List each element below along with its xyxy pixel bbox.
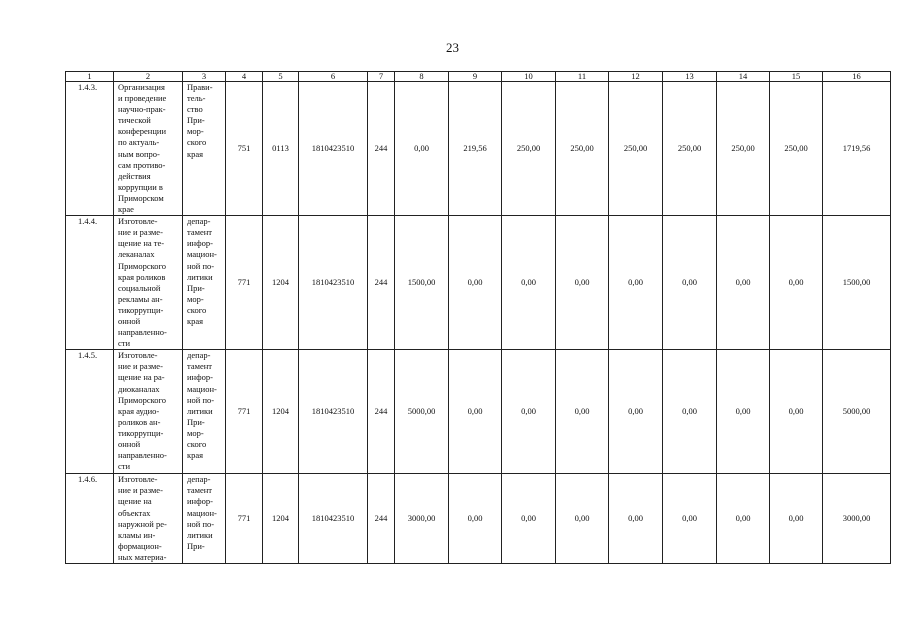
budget-table <box>65 71 891 564</box>
vr-code: 244 <box>368 474 395 564</box>
header-cell: 16 <box>823 72 891 82</box>
amount-cell: 0,00 <box>770 350 823 474</box>
amount-cell: 0,00 <box>556 474 609 564</box>
header-cell: 3 <box>183 72 226 82</box>
amount-cell: 0,00 <box>663 216 717 350</box>
amount-cell: 250,00 <box>502 82 556 216</box>
grbs-code: 771 <box>226 474 263 564</box>
item-name: Изготовле- ние и разме- щение на те- леканалах Приморского края роликов социальной рекламы ан- тикоррупци- онной направленно- сти <box>114 216 183 350</box>
amount-cell: 0,00 <box>556 350 609 474</box>
amount-cell: 250,00 <box>609 82 663 216</box>
item-number: 1.4.5. <box>66 350 114 474</box>
vr-code: 244 <box>368 350 395 474</box>
header-cell: 12 <box>609 72 663 82</box>
total-cell: 1500,00 <box>823 216 891 350</box>
item-name: Изготовле- ние и разме- щение на объектах наружной ре- кламы ин- формацион- ных материа- <box>114 474 183 564</box>
amount-cell: 0,00 <box>717 474 770 564</box>
amount-cell: 0,00 <box>609 474 663 564</box>
header-cell: 14 <box>717 72 770 82</box>
grbs-code: 751 <box>226 82 263 216</box>
vr-code: 244 <box>368 82 395 216</box>
header-cell: 10 <box>502 72 556 82</box>
item-number: 1.4.3. <box>66 82 114 216</box>
amount-cell: 0,00 <box>502 474 556 564</box>
amount-cell: 0,00 <box>449 350 502 474</box>
amount-cell: 0,00 <box>663 474 717 564</box>
amount-cell: 0,00 <box>502 216 556 350</box>
header-cell: 1 <box>66 72 114 82</box>
header-cell: 13 <box>663 72 717 82</box>
total-cell: 3000,00 <box>823 474 891 564</box>
amount-cell: 250,00 <box>663 82 717 216</box>
item-name: Изготовле- ние и разме- щение на ра- диоканалах Приморского края аудио- роликов ан- тикоррупци- онной направленно- сти <box>114 350 183 474</box>
amount-cell: 1500,00 <box>395 216 449 350</box>
amount-cell: 5000,00 <box>395 350 449 474</box>
amount-cell: 250,00 <box>770 82 823 216</box>
header-row <box>66 72 891 82</box>
item-executor: депар- тамент инфор- мацион- ной по- литики При- мор- ского края <box>183 350 226 474</box>
grbs-code: 771 <box>226 350 263 474</box>
csr-code: 1810423510 <box>299 216 368 350</box>
amount-cell: 0,00 <box>556 216 609 350</box>
item-executor: Прави- тель- ство При- мор- ского края <box>183 82 226 216</box>
amount-cell: 0,00 <box>770 474 823 564</box>
amount-cell: 0,00 <box>663 350 717 474</box>
table-row <box>66 350 891 474</box>
rzpr-code: 1204 <box>263 350 299 474</box>
amount-cell: 0,00 <box>609 216 663 350</box>
csr-code: 1810423510 <box>299 474 368 564</box>
rzpr-code: 1204 <box>263 216 299 350</box>
csr-code: 1810423510 <box>299 82 368 216</box>
amount-cell: 0,00 <box>609 350 663 474</box>
header-cell: 4 <box>226 72 263 82</box>
amount-cell: 0,00 <box>395 82 449 216</box>
vr-code: 244 <box>368 216 395 350</box>
item-executor: депар- тамент инфор- мацион- ной по- литики При- <box>183 474 226 564</box>
rzpr-code: 0113 <box>263 82 299 216</box>
amount-cell: 0,00 <box>502 350 556 474</box>
header-cell: 2 <box>114 72 183 82</box>
amount-cell: 0,00 <box>717 350 770 474</box>
amount-cell: 0,00 <box>770 216 823 350</box>
page-number: 23 <box>446 40 459 55</box>
amount-cell: 250,00 <box>717 82 770 216</box>
grbs-code: 771 <box>226 216 263 350</box>
table-row <box>66 82 891 216</box>
header-cell: 11 <box>556 72 609 82</box>
rzpr-code: 1204 <box>263 474 299 564</box>
amount-cell: 250,00 <box>556 82 609 216</box>
table-row <box>66 216 891 350</box>
item-number: 1.4.4. <box>66 216 114 350</box>
header-cell: 9 <box>449 72 502 82</box>
header-cell: 15 <box>770 72 823 82</box>
amount-cell: 3000,00 <box>395 474 449 564</box>
amount-cell: 0,00 <box>449 474 502 564</box>
amount-cell: 0,00 <box>717 216 770 350</box>
csr-code: 1810423510 <box>299 350 368 474</box>
header-cell: 5 <box>263 72 299 82</box>
item-name: Организация и проведение научно-прак- тической конференции по актуаль- ным вопро- сам противо- действия коррупции в Приморском крае <box>114 82 183 216</box>
amount-cell: 219,56 <box>449 82 502 216</box>
header-cell: 7 <box>368 72 395 82</box>
amount-cell: 0,00 <box>449 216 502 350</box>
header-cell: 6 <box>299 72 368 82</box>
total-cell: 1719,56 <box>823 82 891 216</box>
header-cell: 8 <box>395 72 449 82</box>
table-row <box>66 474 891 564</box>
total-cell: 5000,00 <box>823 350 891 474</box>
item-number: 1.4.6. <box>66 474 114 564</box>
item-executor: депар- тамент инфор- мацион- ной по- литики При- мор- ского края <box>183 216 226 350</box>
